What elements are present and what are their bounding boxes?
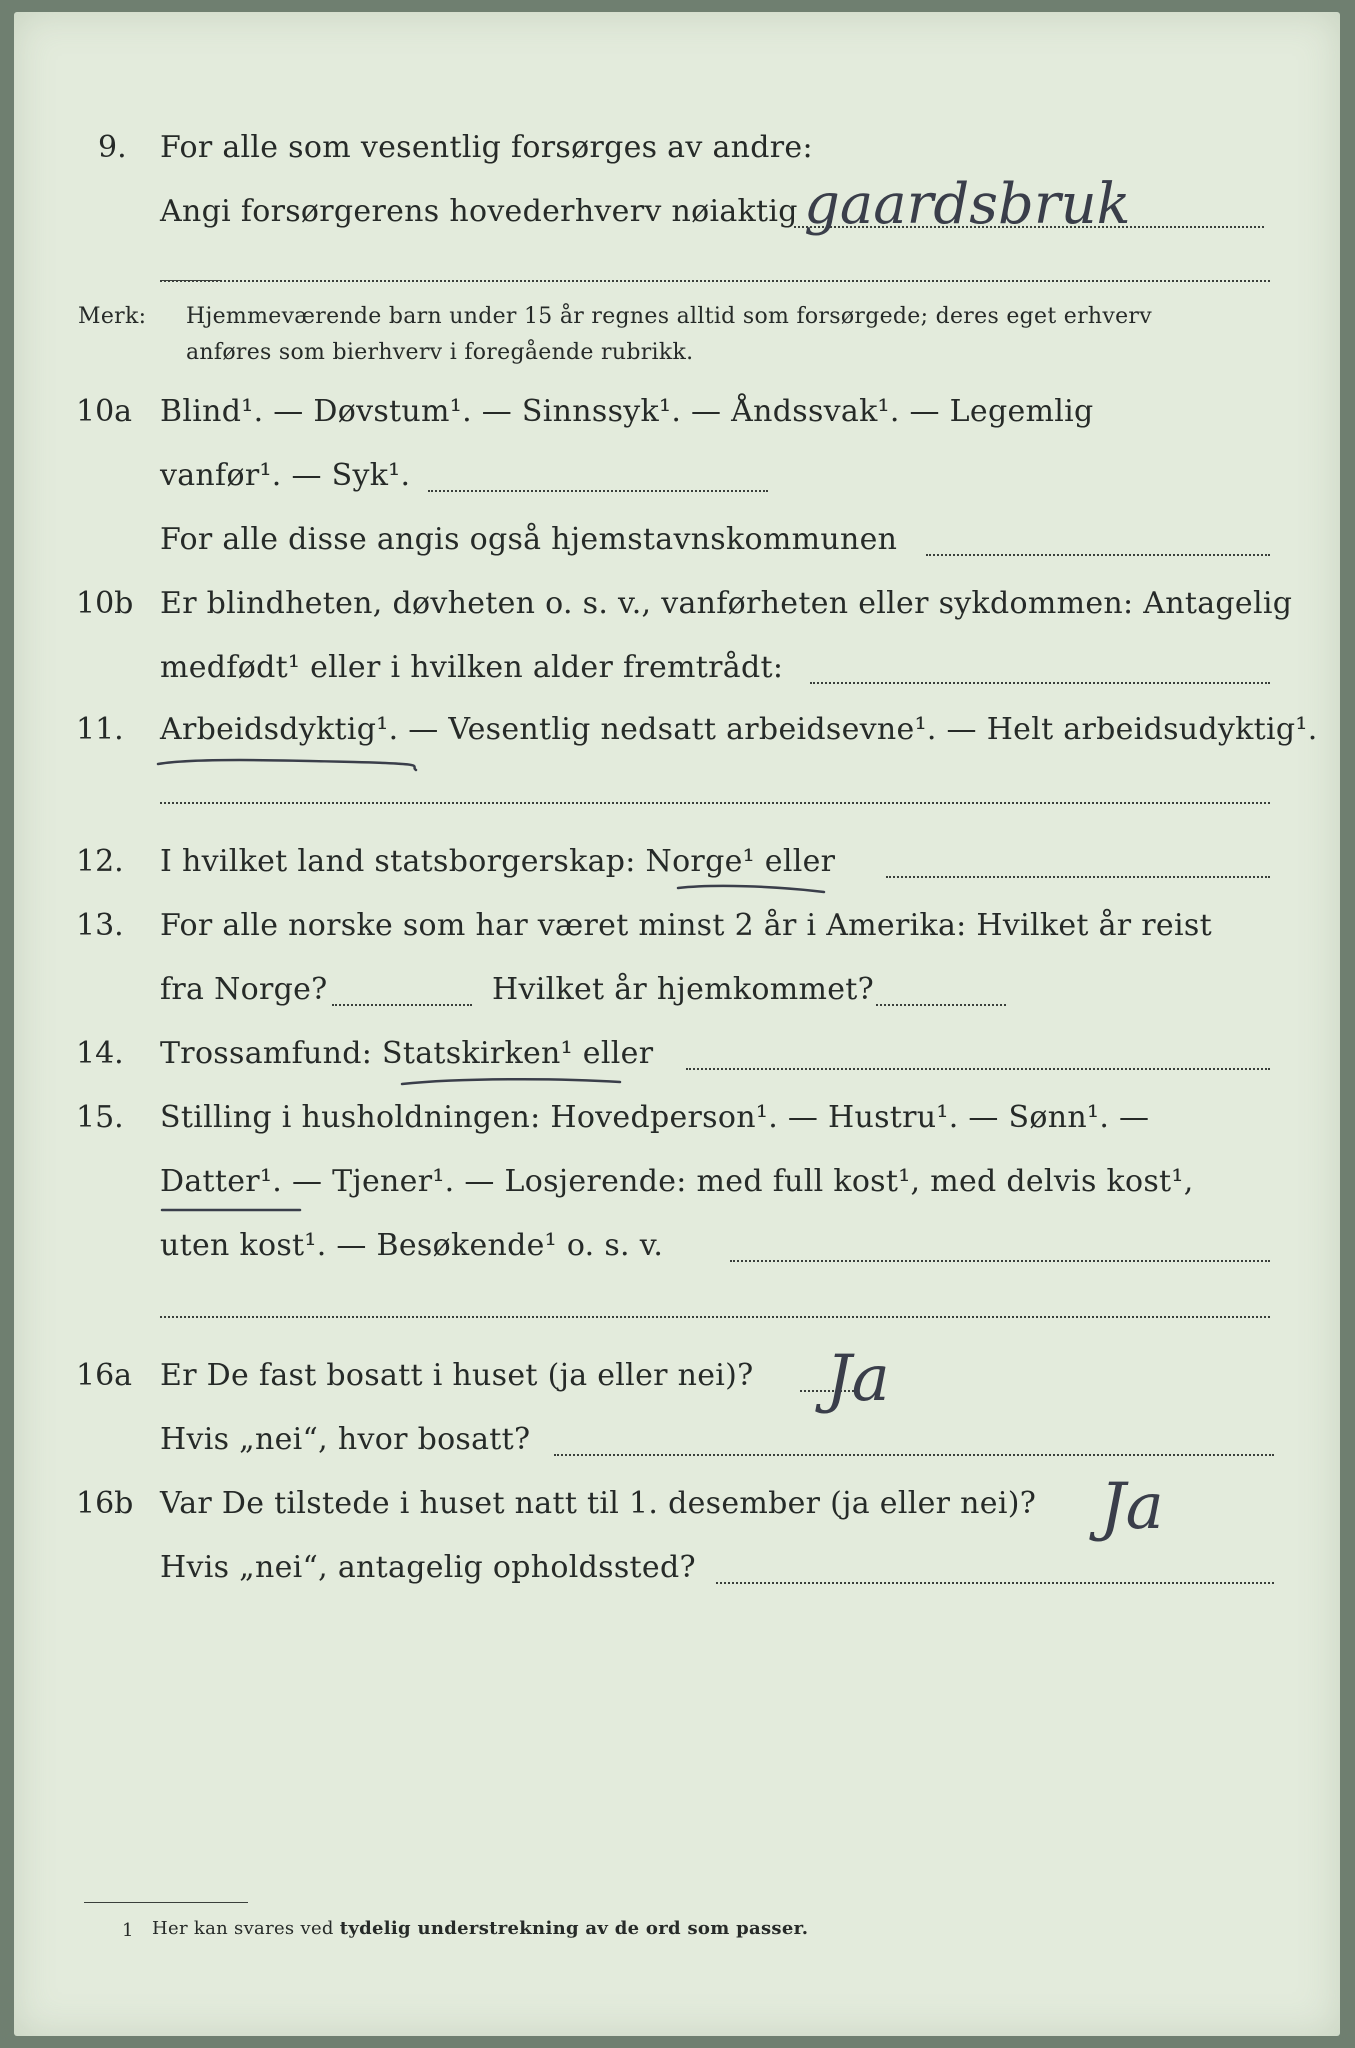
q14-answer-underline	[398, 1070, 628, 1094]
q13-number: 13.	[76, 908, 124, 943]
q10b-number: 10b	[76, 586, 134, 621]
q10b-line1: Er blindheten, døvheten o. s. v., vanførheten eller sykdommen: Antagelig	[160, 586, 1293, 621]
q10a-line2: vanfør¹. — Syk¹.	[160, 458, 411, 493]
q10b-line2: medfødt¹ eller i hvilken alder fremtrådt:	[160, 650, 784, 685]
footnote-text-bold: tydelig understrekning av de ord som passer.	[339, 1918, 809, 1939]
q16b-line2: Hvis „nei“, antagelig opholdssted?	[160, 1550, 696, 1585]
q11-line1: Arbeidsdyktig¹. — Vesentlig nedsatt arbeidsevne¹. — Helt arbeidsudyktig¹.	[160, 712, 1318, 747]
q9-line2: Angi forsørgerens hovederhverv nøiaktig	[160, 194, 798, 229]
q15-extra-line	[160, 1316, 1270, 1318]
q12-number: 12.	[76, 844, 124, 879]
q16b-number: 16b	[76, 1486, 134, 1521]
q16b-handwritten-answer: Ja	[1100, 1470, 1164, 1544]
q10a-number: 10a	[76, 394, 133, 429]
merk-label: Merk:	[78, 304, 147, 329]
q12-answer-underline	[674, 878, 834, 902]
q10a-syk-line	[428, 490, 768, 492]
q10b-alder-line	[810, 682, 1270, 684]
q15-osv-line	[730, 1260, 1270, 1262]
q13-line2b: Hvilket år hjemkommet?	[492, 972, 875, 1007]
q13-reist-line	[332, 1004, 472, 1006]
q9-line1: For alle som vesentlig forsørges av andre:	[160, 130, 813, 165]
q12-eller-line	[886, 876, 1270, 878]
q16a-line1: Er De fast bosatt i huset (ja eller nei)?	[160, 1358, 754, 1393]
q13-line2a: fra Norge?	[160, 972, 328, 1007]
q16b-line1: Var De tilstede i huset natt til 1. desember (ja eller nei)?	[160, 1486, 1037, 1521]
q15-answer-underline	[160, 1200, 310, 1220]
q15-line3: uten kost¹. — Besøkende¹ o. s. v.	[160, 1228, 664, 1263]
q9-extra-line-start	[160, 280, 220, 281]
footnote-text	[152, 1918, 808, 1939]
q11-number: 11.	[76, 712, 124, 747]
q12-line1: I hvilket land statsborgerskap: Norge¹ eller	[160, 844, 836, 879]
merk-line1: Hjemmeværende barn under 15 år regnes alltid som forsørgede; deres eget erhverv	[186, 304, 1152, 329]
footnote-rule	[84, 1902, 248, 1903]
q16a-number: 16a	[76, 1358, 133, 1393]
q11-answer-underline	[154, 752, 424, 776]
q13-hjemkommet-line	[876, 1004, 1006, 1006]
q10a-hjemstavn-line	[926, 554, 1270, 556]
q16a-handwritten-answer: Ja	[826, 1342, 890, 1416]
q10a-line3: For alle disse angis også hjemstavnskommunen	[160, 522, 898, 557]
q15-number: 15.	[76, 1100, 124, 1135]
q14-number: 14.	[76, 1036, 124, 1071]
footnote-marker: 1	[122, 1920, 134, 1941]
q10a-line1: Blind¹. — Døvstum¹. — Sinnssyk¹. — Åndssvak¹. — Legemlig	[160, 394, 1094, 429]
q16b-opholdssted-line	[716, 1582, 1274, 1584]
merk-line2: anføres som bierhverv i foregående rubrikk.	[186, 340, 694, 365]
q13-line1: For alle norske som har været minst 2 år i Amerika: Hvilket år reist	[160, 908, 1212, 943]
q9-handwritten-answer: gaardsbruk	[804, 172, 1131, 237]
q15-line2: Datter¹. — Tjener¹. — Losjerende: med full kost¹, med delvis kost¹,	[160, 1164, 1194, 1199]
q9-extra-line	[160, 280, 1270, 282]
census-form-page	[14, 12, 1340, 2036]
q15-line1: Stilling i husholdningen: Hovedperson¹. — Hustru¹. — Sønn¹. —	[160, 1100, 1150, 1135]
q14-line1: Trossamfund: Statskirken¹ eller	[160, 1036, 654, 1071]
q16a-line2: Hvis „nei“, hvor bosatt?	[160, 1422, 531, 1457]
q9-number: 9.	[98, 130, 127, 165]
footnote-text-plain: Her kan svares ved	[152, 1918, 334, 1939]
q11-extra-line	[160, 802, 1270, 804]
q14-eller-line	[686, 1068, 1270, 1070]
q16a-bosatt-line	[554, 1454, 1274, 1456]
